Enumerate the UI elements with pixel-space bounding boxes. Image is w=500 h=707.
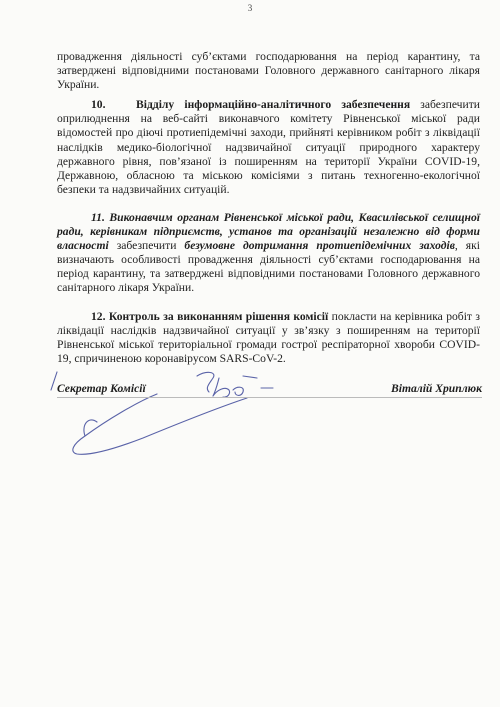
paragraph-10 — [57, 98, 480, 197]
paragraph-10-lead: Відділу інформаційно-аналітичного забезпечення — [136, 98, 411, 112]
paragraph-11-emphasis: безумовне дотримання протиепідемічних заходів — [184, 239, 455, 253]
paragraph-12-lead: 12. Контроль за виконанням рішення комісії — [91, 309, 329, 323]
paragraph-10-text: забезпечити оприлюднення на веб-сайті виконавчого комітету Рівненської міської ради відомостей про діючі протиепідемічні заходи, прийняті керівником робіт з ліквідації наслідків медико-біологічної надзвичайної ситуації природного характеру державного рівня, пов’язаної із поширенням на території України COVID-19, Державною, обласною та міською комісіями з питань техногенно-екологічної безпеки та надзвичайних ситуацій. — [57, 98, 480, 196]
signatory-title: Секретар Комісії — [57, 382, 146, 395]
handwritten-signature — [47, 364, 367, 474]
page-number: 3 — [247, 3, 253, 13]
paragraph-11-mid: забезпечити — [108, 239, 185, 253]
paragraph-10-number: 10. — [91, 98, 106, 112]
paragraph-12 — [57, 310, 480, 366]
paragraph-11 — [57, 211, 480, 296]
paragraph-11-text: , які визначають особливості провадження діяльності суб’єктами господарювання на період карантину, та затверджені відповідними постановами Головного державного санітарного лікаря України. — [57, 239, 480, 295]
signatory-name: Віталій Хриплюк — [390, 382, 482, 395]
document-body — [57, 50, 480, 366]
signature-line — [57, 397, 482, 398]
paragraph-11-lead: 11. Виконавчим органам Рівненської міської ради, Квасилівської селищної ради, керівникам підприємств, установ та організацій незалежно від форми власності — [57, 210, 480, 253]
paragraph-continuation: провадження діяльності суб’єктами господарювання на період карантину, та затверджені відповідними постановами Головного державного санітарного лікаря України. — [57, 50, 480, 92]
paragraph-12-text: покласти на керівника робіт з ліквідації наслідків надзвичайної ситуації у зв’язку з поширенням на території Рівненської міської територіальної громади гострої респіраторної хвороби COVID-19, спричиненою коронавірусом SARS-CoV-2. — [57, 309, 480, 365]
signature-block — [57, 382, 482, 482]
